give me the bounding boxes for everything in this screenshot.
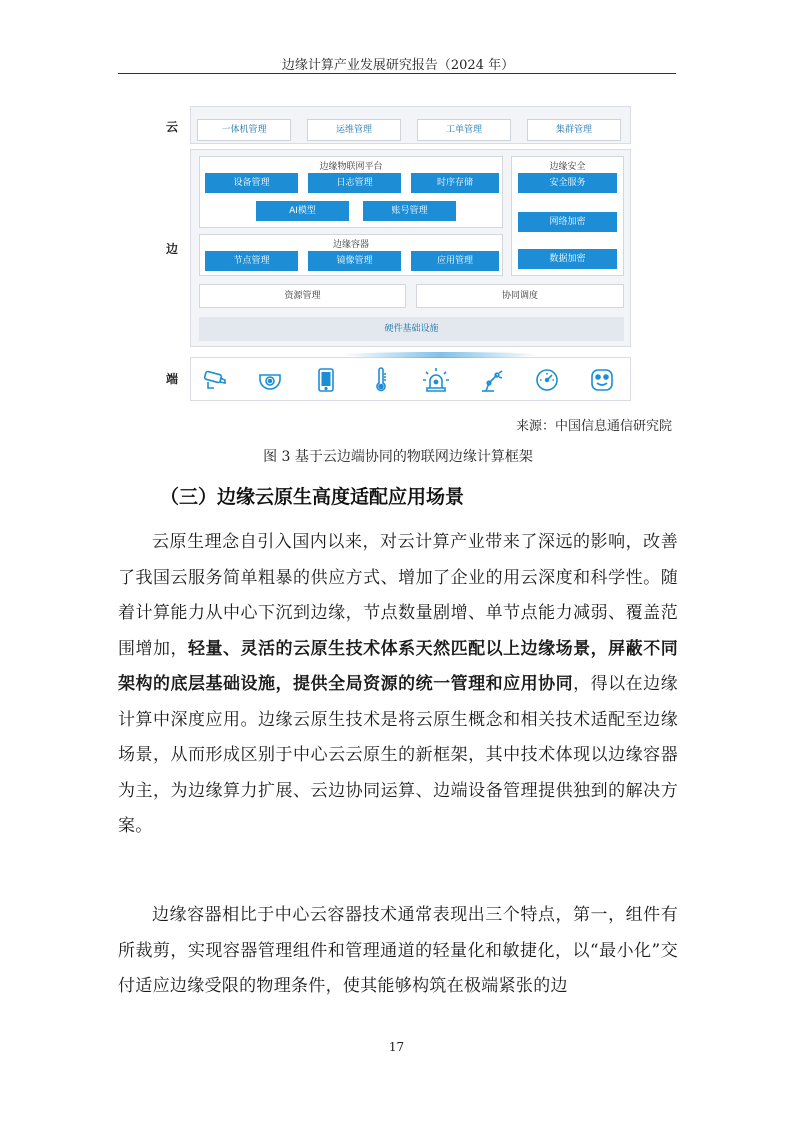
- header-rule: [118, 73, 676, 74]
- platform-module: 时序存储: [411, 173, 499, 193]
- dome-camera-icon: [255, 366, 285, 394]
- paragraph-text: 云原生理念自引入国内以来，对云计算产业带来了深远的影响，改善了我国云服务简单粗暴的供应方式、增加了企业的用云深度和科学性。随着计算能力从中心下沉到边缘，节点数量剧增、单节点能力减弱、覆盖范围增加，: [118, 532, 678, 659]
- paragraph-text: ，得以在边缘计算中深度应用。边缘云原生技术是将云原生概念和相关技术适配至边缘场景，从而形成区别于中心云云原生的新框架，其中技术体现以边缘容器为主，为边缘算力扩展、云边协同运算、边端设备管理提供独到的解决方案。: [118, 674, 678, 836]
- edge-lane: [190, 149, 631, 347]
- coordination-box: 协同调度: [416, 284, 624, 308]
- platform-module: AI模型: [256, 201, 349, 221]
- container-module: 镜像管理: [308, 251, 401, 271]
- edge-security-title: 边缘安全: [549, 162, 586, 172]
- platform-module: 设备管理: [205, 173, 298, 193]
- iot-platform-title: 边缘物联网平台: [319, 162, 383, 172]
- page-number: 17: [388, 1040, 405, 1054]
- edge-container-title: 边缘容器: [332, 240, 369, 250]
- alarm-light-icon: [421, 366, 451, 394]
- cloud-item: 运维管理: [307, 119, 401, 141]
- camera-icon: [200, 366, 230, 394]
- resource-management-box: 资源管理: [199, 284, 406, 308]
- robot-arm-icon: [476, 366, 506, 394]
- security-module: 数据加密: [518, 249, 617, 269]
- end-layer-label: 端: [166, 372, 179, 386]
- smart-sensor-icon: [587, 366, 617, 394]
- platform-module: 日志管理: [308, 173, 401, 193]
- cloud-item: 工单管理: [417, 119, 511, 141]
- figure-source: 来源：中国信息通信研究院: [515, 419, 672, 434]
- hardware-infrastructure-bar: 硬件基础设施: [199, 317, 624, 341]
- body-paragraph-2: 边缘容器相比于中心云容器技术通常表现出三个特点，第一，组件有所裁剪，实现容器管理组件和管理通道的轻量化和敏捷化，以“最小化”交付适应边缘受限的物理条件，使其能够构筑在极端紧张的边: [118, 905, 678, 996]
- edge-layer-label: 边: [166, 242, 179, 256]
- figure-caption: 图 3 基于云边端协同的物联网边缘计算框架: [263, 449, 533, 465]
- connection-glow: [341, 352, 541, 358]
- platform-module: 账号管理: [363, 201, 456, 221]
- edge-container-group: [199, 234, 503, 276]
- section-heading: （三）边缘云原生高度适配应用场景: [160, 486, 465, 508]
- thermometer-icon: [366, 366, 396, 394]
- iot-platform-group: [199, 156, 503, 228]
- edge-security-group: [511, 156, 624, 276]
- cloud-item: 一体机管理: [197, 119, 291, 141]
- security-module: 网络加密: [518, 212, 617, 232]
- container-module: 应用管理: [411, 251, 499, 271]
- gauge-icon: [532, 366, 562, 394]
- architecture-figure: [158, 102, 633, 404]
- container-module: 节点管理: [205, 251, 298, 271]
- end-lane: [190, 357, 631, 401]
- paragraph-bold-text: 轻量、灵活的云原生技术体系天然匹配以上边缘场景，屏蔽不同架构的底层基础设施，提供全局资源的统一管理和应用协同: [118, 638, 678, 694]
- running-header: 边缘计算产业发展研究报告（2024 年）: [281, 58, 515, 73]
- tablet-icon: [311, 366, 341, 394]
- cloud-item: 集群管理: [527, 119, 621, 141]
- cloud-lane: [190, 106, 631, 144]
- security-module: 安全服务: [518, 173, 617, 193]
- body-paragraph-1: [118, 525, 678, 845]
- cloud-layer-label: 云: [166, 120, 179, 134]
